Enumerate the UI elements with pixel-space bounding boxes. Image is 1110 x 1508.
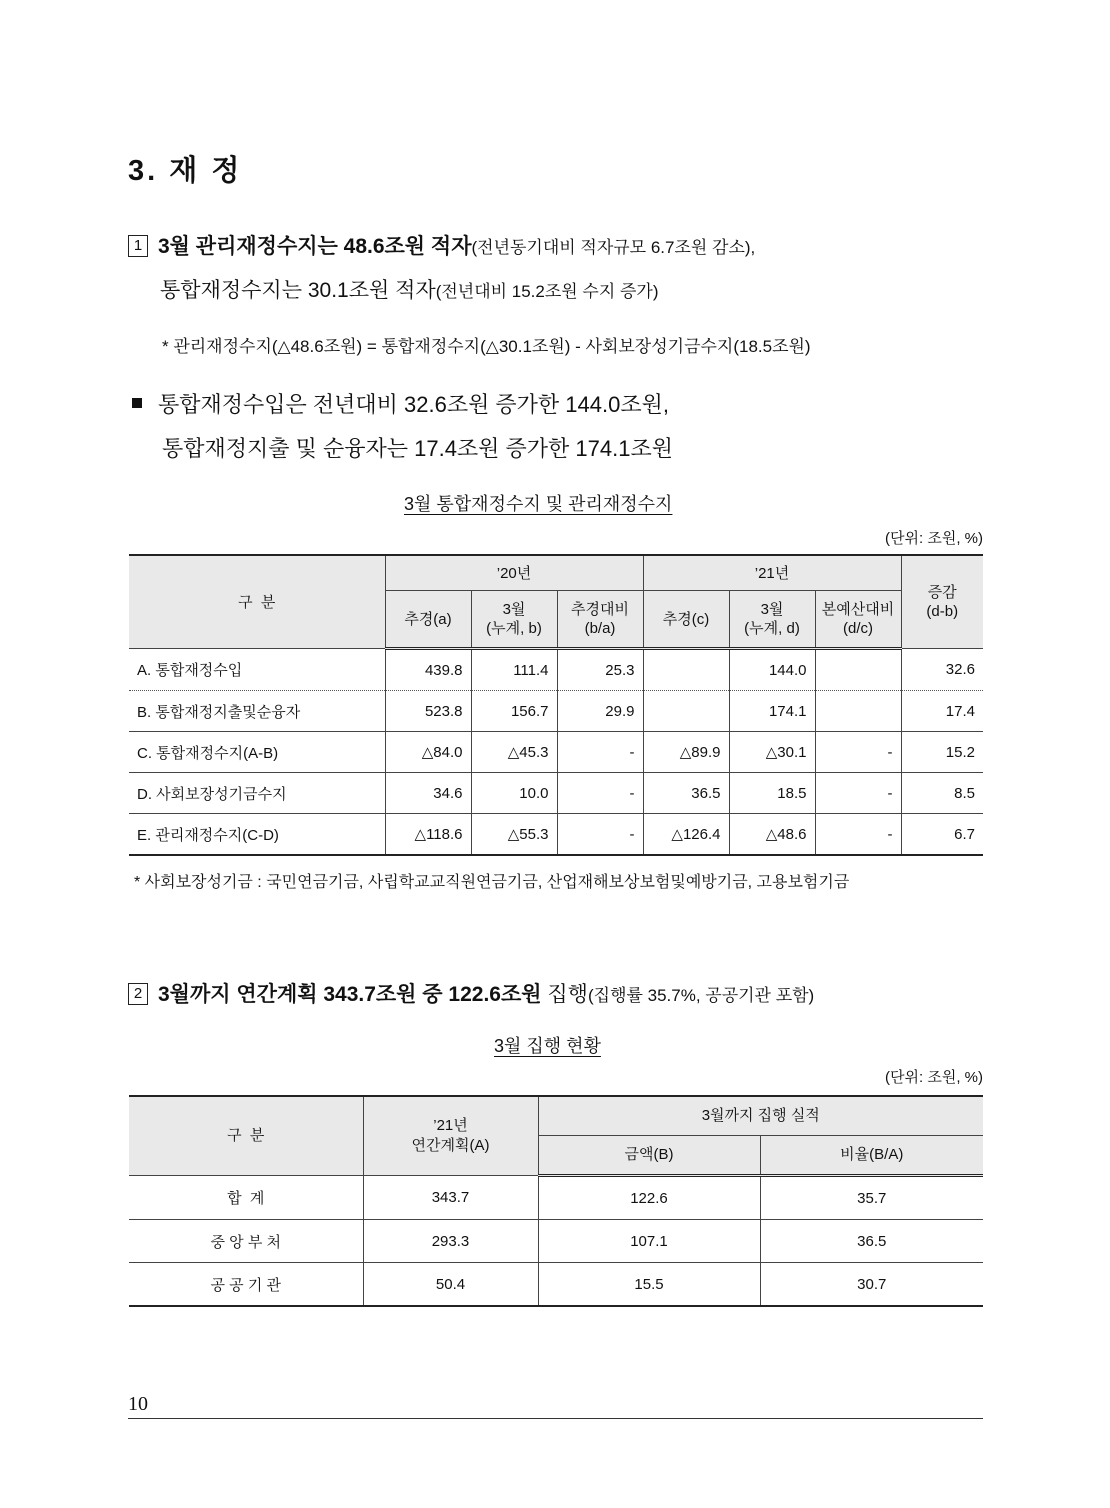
point1-bold-text: 3월 관리재정수지는 48.6조원 적자 bbox=[158, 235, 472, 258]
table2-unit: (단위: 조원, %) bbox=[885, 1069, 983, 1086]
table-cell bbox=[643, 649, 729, 691]
table-cell: 32.6 bbox=[901, 649, 983, 691]
point1-line2 bbox=[160, 274, 659, 304]
table-cell: - bbox=[557, 732, 643, 773]
header-annual-plan: ’21년 연간계획(A) bbox=[363, 1096, 538, 1176]
table-cell: 34.6 bbox=[385, 773, 471, 814]
point1-line1 bbox=[128, 230, 755, 260]
row-label: C. 통합재정수지(A-B) bbox=[129, 732, 385, 773]
table-cell: 144.0 bbox=[729, 649, 815, 691]
table-row bbox=[129, 1176, 983, 1220]
table-cell: 107.1 bbox=[538, 1220, 760, 1263]
table-row bbox=[129, 1220, 983, 1263]
table-row bbox=[129, 1263, 983, 1307]
footer-rule bbox=[128, 1418, 983, 1419]
header-category: 구 분 bbox=[129, 555, 385, 649]
table-cell: - bbox=[815, 732, 901, 773]
row-label: D. 사회보장성기금수지 bbox=[129, 773, 385, 814]
table-cell: △55.3 bbox=[471, 814, 557, 856]
header-2021: ’21년 bbox=[643, 555, 901, 591]
row-label: A. 통합재정수입 bbox=[129, 649, 385, 691]
table-cell: 36.5 bbox=[760, 1220, 983, 1263]
table-cell: 174.1 bbox=[729, 691, 815, 732]
row-label: 공 공 기 관 bbox=[129, 1263, 363, 1307]
fiscal-balance-table bbox=[129, 554, 983, 856]
table-cell: 50.4 bbox=[363, 1263, 538, 1307]
header-change: 증감 (d-b) bbox=[901, 555, 983, 649]
table-cell: △118.6 bbox=[385, 814, 471, 856]
point1-paren-text: (전년동기대비 적자규모 6.7조원 감소), bbox=[471, 238, 756, 257]
subheader-cell: 3월 (누계, d) bbox=[729, 591, 815, 649]
table-cell: 111.4 bbox=[471, 649, 557, 691]
table-row bbox=[129, 732, 983, 773]
table-cell: 25.3 bbox=[557, 649, 643, 691]
table1-footnote: * 사회보장성기금 : 국민연금기금, 사립학교교직원연금기금, 산업재해보상보험및예방기금, 고용보험기금 bbox=[134, 874, 850, 891]
table-cell: 439.8 bbox=[385, 649, 471, 691]
table-cell: 35.7 bbox=[760, 1176, 983, 1220]
row-label: E. 관리재정수지(C-D) bbox=[129, 814, 385, 856]
table-cell bbox=[643, 691, 729, 732]
table-cell: 15.2 bbox=[901, 732, 983, 773]
table-cell: - bbox=[557, 773, 643, 814]
point2-bold-text: 3월까지 연간계획 343.7조원 중 122.6조원 bbox=[158, 983, 542, 1006]
header-amount: 금액(B) bbox=[538, 1136, 760, 1176]
table-cell: 122.6 bbox=[538, 1176, 760, 1220]
table-cell: - bbox=[815, 814, 901, 856]
row-label: 합 계 bbox=[129, 1176, 363, 1220]
execution-status-table bbox=[129, 1095, 983, 1307]
table-row bbox=[129, 649, 983, 691]
table-cell: 343.7 bbox=[363, 1176, 538, 1220]
subheader-cell: 추경(a) bbox=[385, 591, 471, 649]
table-cell: 15.5 bbox=[538, 1263, 760, 1307]
subheader-cell: 추경대비 (b/a) bbox=[557, 591, 643, 649]
table-row bbox=[129, 773, 983, 814]
section-title: 3. 재 정 bbox=[128, 155, 243, 187]
header-execution: 3월까지 집행 실적 bbox=[538, 1096, 983, 1136]
table-cell: 17.4 bbox=[901, 691, 983, 732]
table-cell: 10.0 bbox=[471, 773, 557, 814]
table-cell: 156.7 bbox=[471, 691, 557, 732]
point2-normal-text: 집행 bbox=[541, 983, 588, 1006]
table-row bbox=[129, 814, 983, 856]
table-cell: △126.4 bbox=[643, 814, 729, 856]
table-row bbox=[129, 691, 983, 732]
table-cell: 29.9 bbox=[557, 691, 643, 732]
page-number: 10 bbox=[128, 1393, 148, 1415]
table2-caption: 3월 집행 현황 bbox=[494, 1036, 601, 1056]
table-cell: △48.6 bbox=[729, 814, 815, 856]
table-cell bbox=[815, 691, 901, 732]
table1-unit: (단위: 조원, %) bbox=[885, 530, 983, 547]
point1-number-box: 1 bbox=[128, 235, 148, 257]
table-cell: 6.7 bbox=[901, 814, 983, 856]
table-cell: 30.7 bbox=[760, 1263, 983, 1307]
header-category: 구 분 bbox=[129, 1096, 363, 1176]
formula-note: * 관리재정수지(△48.6조원) = 통합재정수지(△30.1조원) - 사회보장성기금수지(18.5조원) bbox=[162, 337, 811, 356]
table-cell: - bbox=[815, 773, 901, 814]
bullet-line2-text: 통합재정지출 및 순융자는 17.4조원 증가한 174.1조원 bbox=[162, 436, 673, 461]
table-cell: 36.5 bbox=[643, 773, 729, 814]
header-2020: ’20년 bbox=[385, 555, 643, 591]
point1-line2-main: 통합재정수지는 30.1조원 적자 bbox=[160, 279, 436, 302]
table-cell: 523.8 bbox=[385, 691, 471, 732]
table-cell: △89.9 bbox=[643, 732, 729, 773]
table-cell: 18.5 bbox=[729, 773, 815, 814]
subheader-cell: 3월 (누계, b) bbox=[471, 591, 557, 649]
table-cell: - bbox=[557, 814, 643, 856]
table-cell: 293.3 bbox=[363, 1220, 538, 1263]
row-label: 중 앙 부 처 bbox=[129, 1220, 363, 1263]
point2-line bbox=[128, 978, 814, 1008]
table-cell: △45.3 bbox=[471, 732, 557, 773]
row-label: B. 통합재정지출및순융자 bbox=[129, 691, 385, 732]
table-cell: △84.0 bbox=[385, 732, 471, 773]
point2-paren-text: (집행률 35.7%, 공공기관 포함) bbox=[587, 986, 815, 1005]
table-cell bbox=[815, 649, 901, 691]
bullet-square-icon bbox=[132, 398, 142, 408]
subheader-cell: 추경(c) bbox=[643, 591, 729, 649]
bullet-line1-text: 통합재정수입은 전년대비 32.6조원 증가한 144.0조원, bbox=[158, 392, 669, 417]
point2-number-box: 2 bbox=[128, 983, 148, 1005]
table-cell: 8.5 bbox=[901, 773, 983, 814]
point1-line2-paren: (전년대비 15.2조원 수지 증가) bbox=[435, 282, 659, 301]
table-cell: △30.1 bbox=[729, 732, 815, 773]
header-ratio: 비율(B/A) bbox=[760, 1136, 983, 1176]
bullet-item-revenue bbox=[132, 388, 669, 419]
subheader-cell: 본예산대비 (d/c) bbox=[815, 591, 901, 649]
table1-caption: 3월 통합재정수지 및 관리재정수지 bbox=[404, 494, 673, 514]
